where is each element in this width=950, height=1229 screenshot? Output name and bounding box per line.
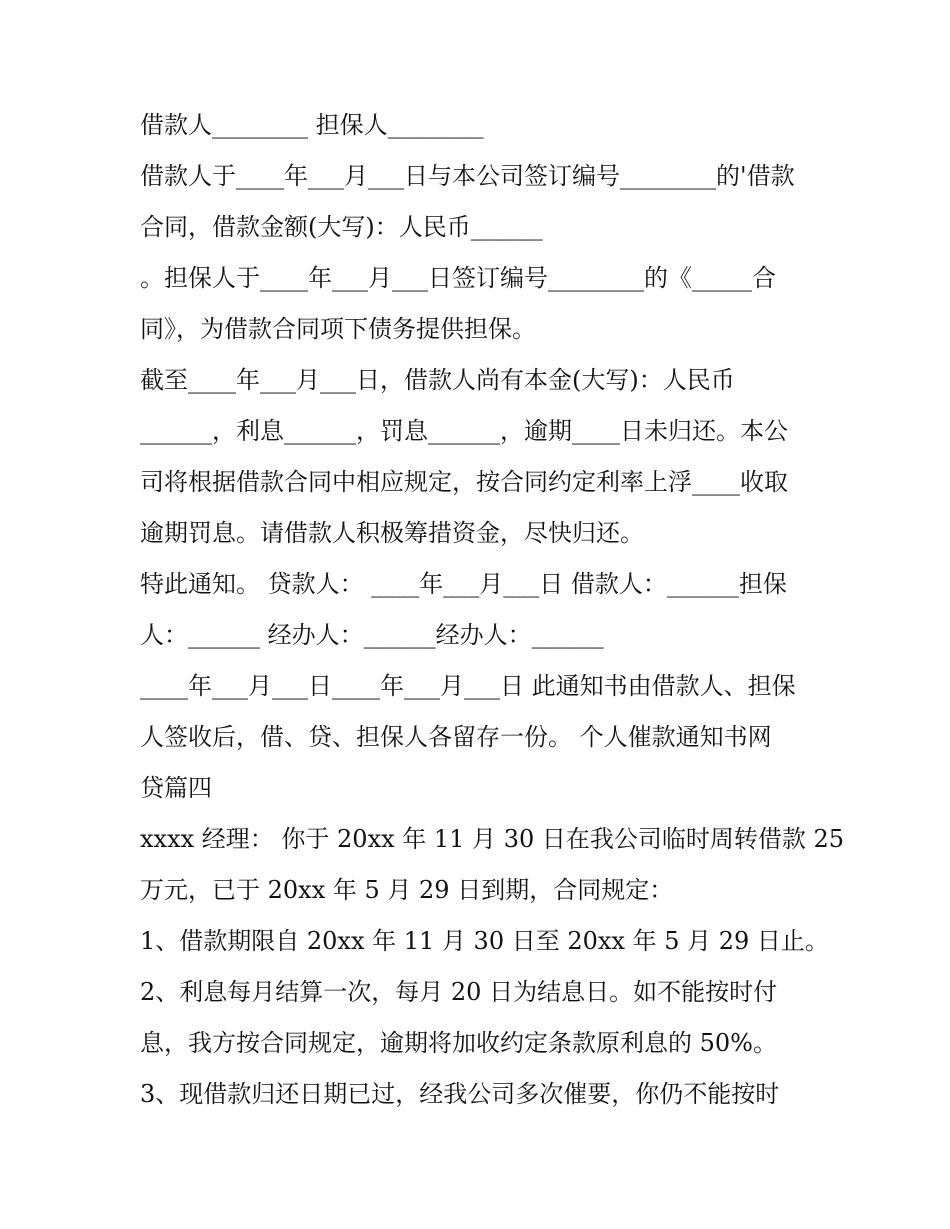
text-line: 截至____年___月___日，借款人尚有本金(大写)：人民币 bbox=[140, 366, 735, 394]
text-line: 人签收后，借、贷、担保人各留存一份。 个人催款通知书网 bbox=[140, 723, 772, 751]
text-line: 人：______ 经办人：______经办人：______ bbox=[140, 621, 604, 649]
text-line: 1、借款期限自 20xx 年 11 月 30 日至 20xx 年 5 月 29 日止。 bbox=[140, 927, 829, 955]
text-line: 合同，借款金额(大写)：人民币______ bbox=[140, 213, 543, 241]
text-line: 3、现借款归还日期已过，经我公司多次催要，你仍不能按时 bbox=[140, 1080, 780, 1108]
text-line: 特此通知。 贷款人： ____年___月___日 借款人：______担保 bbox=[140, 570, 787, 598]
text-line: 逾期罚息。请借款人积极筹措资金，尽快归还。 bbox=[140, 519, 644, 547]
text-line: 2、利息每月结算一次，每月 20 日为结息日。如不能按时付 bbox=[140, 978, 778, 1006]
text-line: 借款人于____年___月___日与本公司签订编号________的'借款 bbox=[140, 162, 795, 190]
text-line: 借款人________ 担保人________ bbox=[140, 111, 484, 139]
document-page bbox=[140, 100, 845, 1120]
text-line: 同》，为借款合同项下债务提供担保。 bbox=[140, 315, 536, 343]
text-line: ______，利息______，罚息______，逾期____日未归还。本公 bbox=[140, 417, 788, 445]
text-line: 司将根据借款合同中相应规定，按合同约定利率上浮____收取 bbox=[140, 468, 788, 496]
text-line: xxxx 经理： 你于 20xx 年 11 月 30 日在我公司临时周转借款 25 bbox=[140, 825, 845, 853]
text-line: 息，我方按合同规定，逾期将加收约定条款原利息的 50%。 bbox=[140, 1029, 777, 1057]
text-line: 贷篇四 bbox=[140, 774, 212, 802]
text-line: 。担保人于____年___月___日签订编号________的《_____合 bbox=[140, 264, 776, 292]
text-line: 万元，已于 20xx 年 5 月 29 日到期，合同规定： bbox=[140, 876, 674, 904]
text-line: ____年___月___日____年___月___日 此通知书由借款人、担保 bbox=[140, 672, 796, 700]
